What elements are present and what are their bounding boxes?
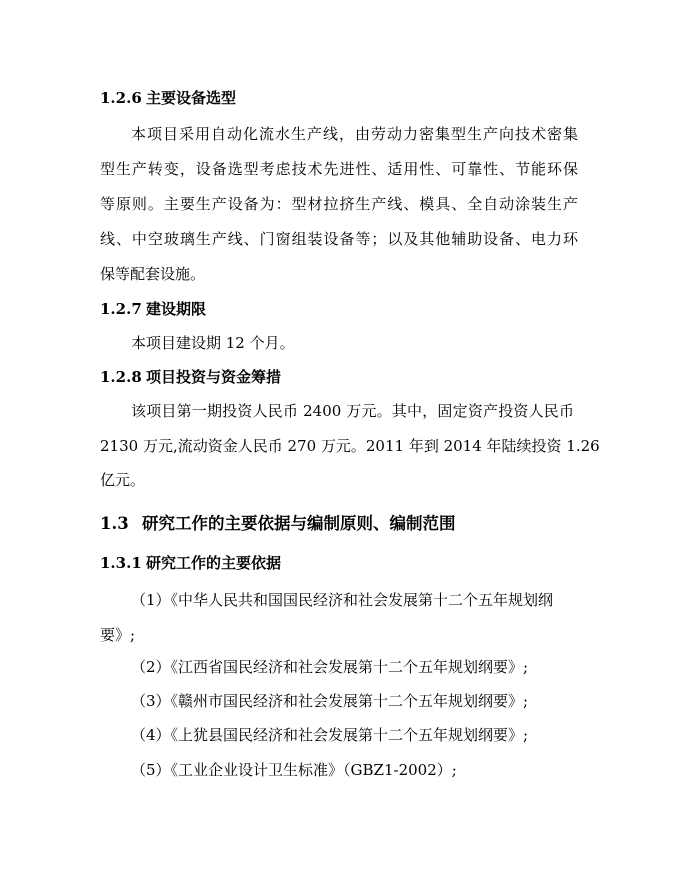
list-item: （1）《中华人民共和国国民经济和社会发展第十二个五年规划纲	[131, 591, 554, 609]
heading-1-2-6	[100, 88, 236, 108]
heading-1-3-1	[100, 553, 281, 573]
heading-title: 研究工作的主要依据	[146, 554, 282, 572]
paragraph-line: 等原则。主要生产设备为：型材拉挤生产线、模具、全自动涂装生产	[100, 195, 578, 213]
heading-1-2-8	[100, 367, 281, 387]
heading-title: 研究工作的主要依据与编制原则、编制范围	[142, 514, 456, 533]
paragraph-line: 本项目建设期 12 个月。	[131, 334, 295, 352]
list-item-continuation: 要》;	[100, 626, 136, 644]
heading-number: 1.3	[100, 514, 129, 533]
paragraph-line: 线、中空玻璃生产线、门窗组装设备等；以及其他辅助设备、电力环	[100, 230, 578, 248]
heading-1-3	[100, 514, 456, 534]
heading-number: 1.3.1	[100, 554, 142, 572]
paragraph-line: 型生产转变，设备选型考虑技术先进性、适用性、可靠性、节能环保	[100, 160, 578, 178]
heading-1-2-7	[100, 299, 206, 319]
heading-title: 项目投资与资金筹措	[146, 368, 282, 386]
paragraph-line: 该项目第一期投资人民币 2400 万元。其中，固定资产投资人民币	[131, 402, 574, 420]
heading-title: 建设期限	[146, 300, 207, 318]
list-item: （3）《赣州市国民经济和社会发展第十二个五年规划纲要》;	[131, 692, 529, 710]
paragraph-line: 本项目采用自动化流水生产线，由劳动力密集型生产向技术密集	[131, 125, 578, 143]
heading-title: 主要设备选型	[146, 89, 237, 107]
heading-number: 1.2.8	[100, 368, 142, 386]
paragraph-line: 亿元。	[100, 471, 146, 489]
heading-number: 1.2.6	[100, 89, 142, 107]
list-item: （2）《江西省国民经济和社会发展第十二个五年规划纲要》;	[131, 658, 529, 676]
paragraph-line: 保等配套设施。	[100, 265, 206, 283]
paragraph-line: 2130 万元,流动资金人民币 270 万元。2011 年到 2014 年陆续投资 1.26	[100, 437, 600, 455]
list-item: （4）《上犹县国民经济和社会发展第十二个五年规划纲要》;	[131, 726, 529, 744]
list-item: （5）《工业企业设计卫生标准》（GBZ1-2002）;	[131, 761, 457, 779]
heading-number: 1.2.7	[100, 300, 142, 318]
